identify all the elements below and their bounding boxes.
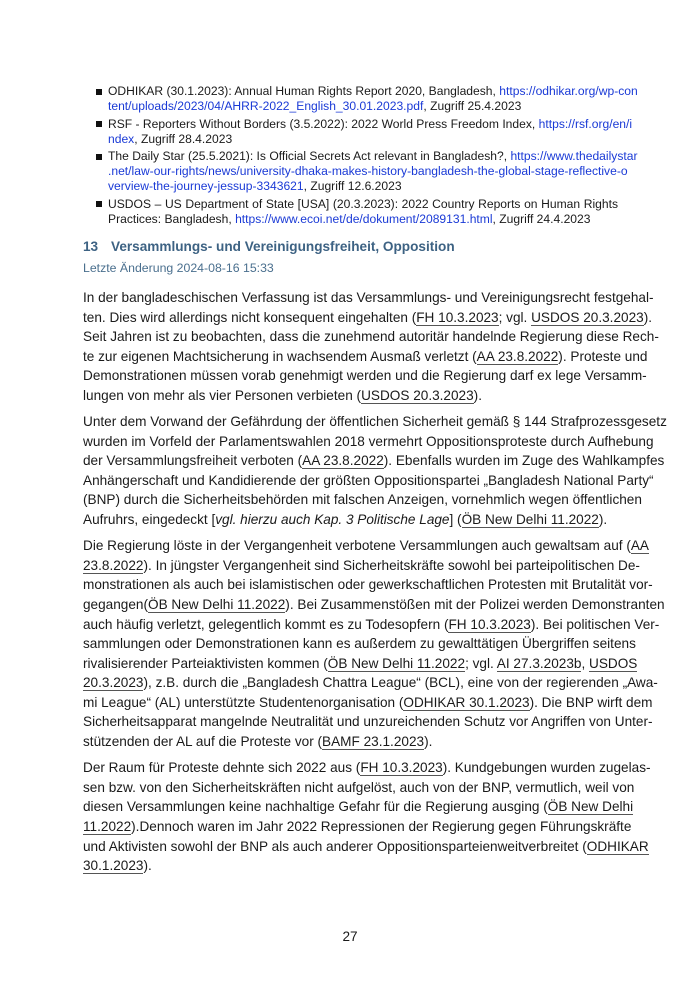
- text-run: ). Bei politischen Ver-: [530, 616, 660, 632]
- text-run: , Zugriff 12.6.2023: [303, 179, 402, 193]
- text-run: Unter dem Vorwand der Gefährdung der öffentlichen Sicherheit gemäß § 144 Strafprozessgesetz: [83, 414, 667, 430]
- text-run: ). Bei Zusammenstößen mit der Polizei werden Demonstranten: [285, 596, 665, 612]
- text-line: [83, 556, 640, 576]
- text-run: diesen Versammlungen keine nachhaltige Gefahr für die Regierung ausging (: [83, 799, 548, 815]
- citation-link[interactable]: ÖB New Delhi 11.2022: [148, 596, 286, 612]
- text-run: lungen von mehr als vier Personen verbieten (: [83, 387, 362, 403]
- text-run: auch häufig verletzt, gelegentlich kommt es zu Todesopfern (: [83, 616, 449, 632]
- text-run: der Versammlungsfreiheit verboten (: [83, 453, 303, 469]
- paragraph: [83, 412, 667, 530]
- text-line: [83, 634, 636, 654]
- text-line: [108, 164, 628, 179]
- section-title: Versammlungs- und Vereinigungsfreiheit, Opposition: [111, 239, 455, 254]
- reference-link[interactable]: ndex: [108, 131, 135, 146]
- text-run: ).: [643, 309, 653, 325]
- text-run: ). In jüngster Vergangenheit sind Sicherheitskräfte sowohl bei parteipolitischen De-: [143, 557, 640, 573]
- citation-link[interactable]: AA: [630, 538, 649, 554]
- text-line: [83, 615, 660, 635]
- text-run: ; vgl.: [465, 655, 497, 671]
- citation-link[interactable]: ÖB New Delhi: [547, 799, 634, 815]
- square-bullet-icon: [96, 121, 102, 127]
- text-run: ). Ebenfalls wurden im Zuge des Wahlkampfes: [383, 453, 665, 469]
- text-line: [83, 347, 648, 367]
- text-run: wurden im Vorfeld der Parlamentswahlen 2018 vermehrt Oppositionsproteste durch Aufhebung: [83, 433, 654, 449]
- reference-link[interactable]: https://www.thedailystar: [510, 149, 638, 163]
- text-run: rivalisierender Parteiaktivisten kommen (: [83, 655, 328, 671]
- text-line: [83, 693, 653, 713]
- citation-link[interactable]: USDOS: [589, 655, 638, 671]
- section-heading: [83, 239, 455, 255]
- text-line: [108, 212, 618, 227]
- text-line: [83, 654, 638, 674]
- text-line: [83, 366, 647, 386]
- reference-link[interactable]: .net/law-our-rights/news/university-dhaka-makes-history-bangladesh-the-global-stage-reflective-o: [108, 164, 628, 178]
- reference-link[interactable]: tent/uploads/2023/04/AHRR-2022_English_30.01.2023.pdf: [108, 99, 424, 113]
- text-run: In der bangladeschischen Verfassung ist das Versammlungs- und Vereinigungsrecht festgehal-: [83, 290, 654, 305]
- text-line: [83, 510, 617, 530]
- citation-link[interactable]: 23.8.2022: [83, 557, 144, 573]
- text-line: [83, 308, 653, 328]
- citation-link[interactable]: USDOS 20.3.2023: [361, 387, 474, 403]
- italic-note: vgl. hierzu auch Kap. 3 Politische Lage: [215, 512, 450, 528]
- text-run: Demonstrationen müssen vorab genehmigt werden und die Regierung darf ex lege Versamm-: [83, 368, 647, 384]
- text-line: [83, 451, 665, 471]
- square-bullet-icon: [96, 201, 102, 207]
- paragraph: [83, 288, 659, 406]
- text-line: [108, 99, 618, 114]
- text-line: [108, 197, 618, 212]
- text-run: Seit Jahren ist zu beobachten, dass die zunehmend autoritär handelnde Regierung diese Rech-: [83, 329, 659, 345]
- text-run: ).: [143, 858, 152, 874]
- text-line: [83, 732, 617, 752]
- reference-list: [96, 84, 638, 229]
- text-run: sammlungen oder Demonstrationen kann es außerdem zu gewalttätigen Übergriffen seitens: [83, 636, 636, 652]
- text-run: USDOS – US Department of State [USA] (20.3.2023): 2022 Country Reports on Human Rights: [108, 196, 618, 211]
- text-run: ] (: [449, 512, 462, 528]
- text-line: [83, 386, 617, 406]
- text-run: The Daily Star (25.5.2021): Is Official Secrets Act relevant in Bangladesh?,: [108, 149, 511, 163]
- reference-item: [96, 149, 638, 194]
- text-line: [83, 575, 653, 595]
- citation-link[interactable]: USDOS 20.3.2023: [531, 309, 644, 325]
- text-run: ), z.B. durch die „Bangladesh Chattra League“ (BCL), eine von der regierenden „Awa-: [143, 675, 658, 691]
- citation-link[interactable]: BAMF 23.1.2023: [322, 734, 425, 750]
- reference-item: [96, 197, 618, 227]
- text-line: [83, 758, 651, 778]
- text-run: ). Kundgebungen wurden zugelas-: [442, 760, 651, 776]
- text-run: ).: [473, 387, 482, 403]
- text-line: [83, 712, 653, 732]
- citation-link[interactable]: FH 10.3.2023: [360, 760, 443, 776]
- text-line: [108, 116, 633, 132]
- citation-link[interactable]: FH 10.3.2023: [416, 309, 499, 325]
- citation-link[interactable]: AA 23.8.2022: [302, 453, 384, 469]
- text-run: mi League“ (AL) unterstützte Studentenorganisation (: [83, 694, 404, 710]
- reference-link[interactable]: https://www.ecoi.net/de/dokument/2089131.html: [235, 211, 493, 226]
- citation-link[interactable]: ODHIKAR 30.1.2023: [403, 694, 530, 710]
- text-line: [83, 471, 654, 491]
- text-run: , Zugriff 24.4.2023: [492, 211, 591, 226]
- text-line: [108, 179, 618, 194]
- text-run: ODHIKAR (30.1.2023): Annual Human Rights Report 2020, Bangladesh,: [108, 84, 500, 98]
- text-line: [83, 432, 654, 452]
- page-number: 27: [342, 929, 358, 944]
- text-run: Der Raum für Proteste dehnte sich 2022 aus (: [83, 760, 361, 776]
- text-run: ,: [581, 655, 590, 671]
- citation-link[interactable]: AI 27.3.2023b: [496, 655, 582, 671]
- text-run: te zur eigenen Machtsicherung in wachsendem Ausmaß verletzt (: [83, 348, 477, 364]
- text-run: ). Proteste und: [558, 348, 648, 364]
- text-run: Practices: Bangladesh,: [108, 211, 236, 226]
- text-run: ).: [598, 512, 608, 528]
- citation-link[interactable]: 30.1.2023: [83, 858, 144, 874]
- text-line: [83, 595, 665, 615]
- text-line: [83, 327, 659, 347]
- text-run: Die Regierung löste in der Vergangenheit verbotene Versammlungen auch gewaltsam auf (: [83, 538, 631, 554]
- text-run: ).: [424, 734, 433, 750]
- citation-link[interactable]: ÖB New Delhi 11.2022: [461, 512, 599, 528]
- reference-item: [96, 84, 638, 114]
- reference-link[interactable]: verview-the-journey-jessup-3343621: [108, 179, 304, 193]
- text-run: sen bzw. von den Sicherheitskräften nicht aufgelöst, auch von der BNP, vermutlich, weil von: [83, 779, 635, 795]
- paragraph: [83, 758, 651, 876]
- square-bullet-icon: [96, 154, 102, 160]
- text-run: stützenden der AL auf die Proteste vor (: [83, 734, 323, 750]
- text-line: [108, 84, 638, 99]
- citation-link[interactable]: FH 10.3.2023: [448, 616, 531, 632]
- paragraph: [83, 536, 665, 752]
- text-line: [83, 797, 634, 817]
- text-run: Anhängerschaft und Kandidierende der größten Oppositionspartei „Bangladesh National Party“: [83, 472, 654, 488]
- text-run: ten. Dies wird allerdings nicht konsequent eingehalten (: [83, 309, 417, 325]
- text-line: [83, 490, 642, 510]
- citation-link[interactable]: 11.2022: [83, 818, 132, 834]
- citation-link[interactable]: ÖB New Delhi 11.2022: [327, 655, 466, 671]
- text-run: ; vgl.: [498, 309, 532, 325]
- text-line: [83, 412, 667, 432]
- text-line: [83, 837, 649, 857]
- text-run: ).Dennoch waren im Jahr 2022 Repressionen der Regierung gegen Führungskräfte: [131, 818, 632, 834]
- section-body: [83, 288, 667, 882]
- text-line: [83, 536, 649, 556]
- last-changed-date: Letzte Änderung 2024-08-16 15:33: [83, 261, 274, 275]
- text-run: RSF - Reporters Without Borders (3.5.2022): 2022 World Press Freedom Index,: [108, 116, 539, 131]
- citation-link[interactable]: AA 23.8.2022: [476, 348, 559, 364]
- citation-link[interactable]: ODHIKAR: [586, 838, 649, 854]
- reference-link[interactable]: https://odhikar.org/wp-con: [499, 84, 638, 98]
- text-run: Aufruhrs, eingedeckt [: [83, 512, 216, 528]
- text-run: , Zugriff 25.4.2023: [423, 99, 522, 113]
- citation-link[interactable]: 20.3.2023: [83, 675, 144, 691]
- text-line: [108, 149, 638, 164]
- reference-item: [96, 116, 633, 147]
- text-line: [83, 856, 617, 876]
- text-line: [83, 778, 635, 798]
- section-number: 13: [83, 239, 99, 254]
- text-line: [108, 132, 618, 147]
- text-line: [83, 673, 658, 693]
- text-line: [83, 817, 632, 837]
- text-run: (BNP) durch die Sicherheitsbehörden mit falschen Anzeigen, vornehmlich wegen öffentlichen: [83, 492, 642, 508]
- text-run: , Zugriff 28.4.2023: [134, 131, 233, 146]
- text-run: monstrationen als auch bei islamistischen oder gewerkschaftlichen Protesten mit Brutalität vor-: [83, 577, 653, 593]
- text-run: gegangen(: [83, 596, 149, 612]
- reference-link[interactable]: https://rsf.org/en/i: [538, 116, 633, 131]
- text-run: Sicherheitsapparat mangelnde Neutralität und unzureichenden Schutz vor Angriffen von Unter-: [83, 714, 653, 730]
- text-line: [83, 288, 654, 308]
- square-bullet-icon: [96, 89, 102, 95]
- text-run: und Aktivisten sowohl der BNP als auch anderer Oppositionsparteienweitverbreitet (: [83, 838, 587, 854]
- text-run: ). Die BNP wirft dem: [529, 694, 653, 710]
